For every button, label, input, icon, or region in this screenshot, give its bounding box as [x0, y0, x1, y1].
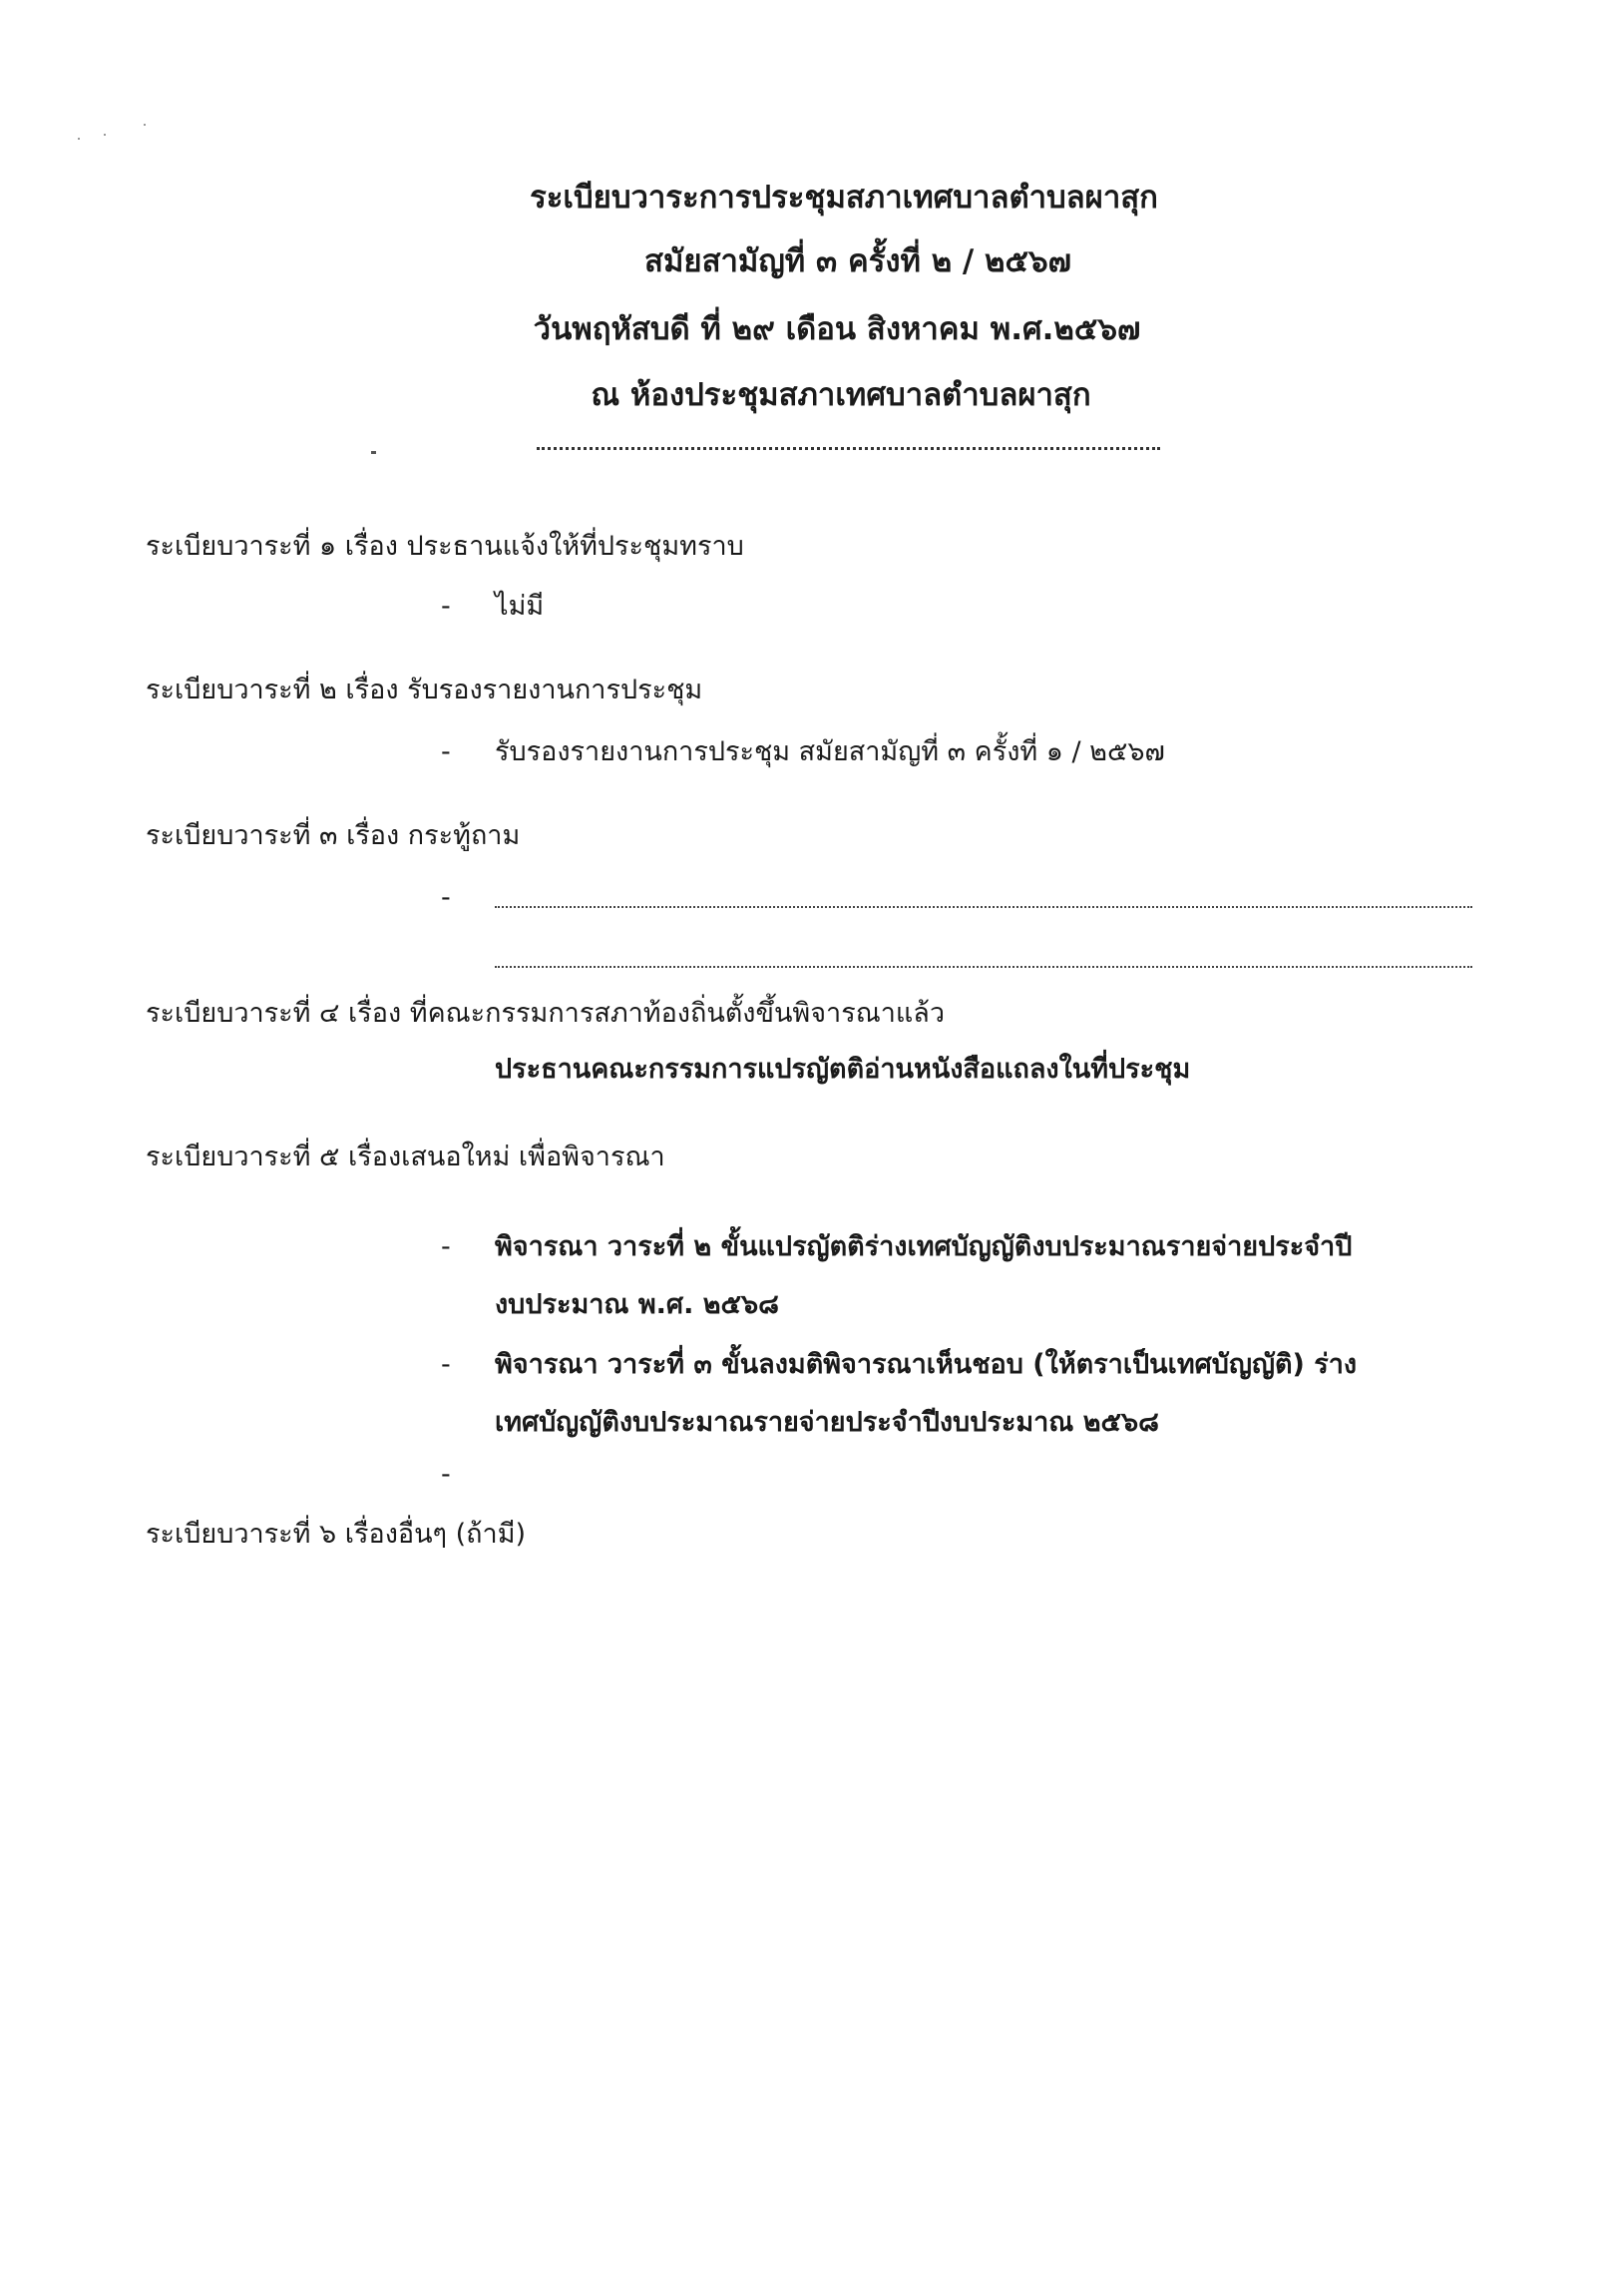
agenda-item-5-dash-1: -: [441, 1231, 451, 1262]
question-fill-line-1: [495, 906, 1472, 908]
agenda-item-5-heading: ระเบียบวาระที่ ๕ เรื่องเสนอใหม่ เพื่อพิจารณา: [146, 1142, 665, 1172]
agenda-item-5-dash-2: -: [441, 1349, 451, 1380]
agenda-item-2-detail: รับรองรายงานการประชุม สมัยสามัญที่ ๓ ครั้งที่ ๑ / ๒๕๖๗: [495, 736, 1165, 767]
scan-speck: [144, 124, 146, 126]
document-title: ระเบียบวาระการประชุมสภาเทศบาลตำบลผาสุก: [530, 180, 1158, 216]
scan-speck: [104, 134, 106, 136]
agenda-item-2-heading: ระเบียบวาระที่ ๒ เรื่อง รับรองรายงานการประชุม: [146, 675, 703, 705]
agenda-item-6-heading: ระเบียบวาระที่ ๖ เรื่องอื่นๆ (ถ้ามี): [146, 1519, 527, 1550]
agenda-item-2-dash: -: [441, 736, 451, 767]
agenda-item-1-heading: ระเบียบวาระที่ ๑ เรื่อง ประธานแจ้งให้ที่ประชุมทราบ: [146, 531, 744, 562]
scan-speck: [78, 138, 80, 140]
agenda-item-5-detail-2-line-1: พิจารณา วาระที่ ๓ ขั้นลงมติพิจารณาเห็นชอบ (ให้ตราเป็นเทศบัญญัติ) ร่าง: [495, 1349, 1358, 1380]
agenda-item-4-heading: ระเบียบวาระที่ ๔ เรื่อง ที่คณะกรรมการสภาท้องถิ่นตั้งขึ้นพิจารณาแล้ว: [146, 998, 946, 1029]
date-line: วันพฤหัสบดี ที่ ๒๙ เดือน สิงหาคม พ.ศ.๒๕๖๗: [533, 311, 1141, 347]
agenda-item-5-detail-1-line-2: งบประมาณ พ.ศ. ๒๕๖๘: [495, 1289, 779, 1320]
agenda-item-1-dash: -: [441, 591, 451, 622]
question-fill-line-2: [495, 966, 1472, 968]
agenda-item-3-dash: -: [441, 882, 451, 913]
scan-speck: [371, 451, 376, 454]
agenda-item-3-heading: ระเบียบวาระที่ ๓ เรื่อง กระทู้ถาม: [146, 820, 521, 851]
agenda-item-5-detail-2-line-2: เทศบัญญัติงบประมาณรายจ่ายประจำปีงบประมาณ ๒๕๖๘: [495, 1407, 1159, 1438]
agenda-item-5-dash-3: -: [441, 1459, 451, 1490]
header-separator: [537, 447, 1160, 450]
agenda-item-5-detail-1-line-1: พิจารณา วาระที่ ๒ ขั้นแปรญัตติร่างเทศบัญญัติงบประมาณรายจ่ายประจำปี: [495, 1231, 1353, 1262]
agenda-item-1-detail: ไม่มี: [495, 591, 545, 622]
session-line: สมัยสามัญที่ ๓ ครั้งที่ ๒ / ๒๕๖๗: [644, 243, 1071, 279]
venue-line: ณ ห้องประชุมสภาเทศบาลตำบลผาสุก: [591, 377, 1091, 413]
agenda-item-4-detail: ประธานคณะกรรมการแปรญัตติอ่านหนังสือแถลงในที่ประชุม: [495, 1054, 1191, 1085]
